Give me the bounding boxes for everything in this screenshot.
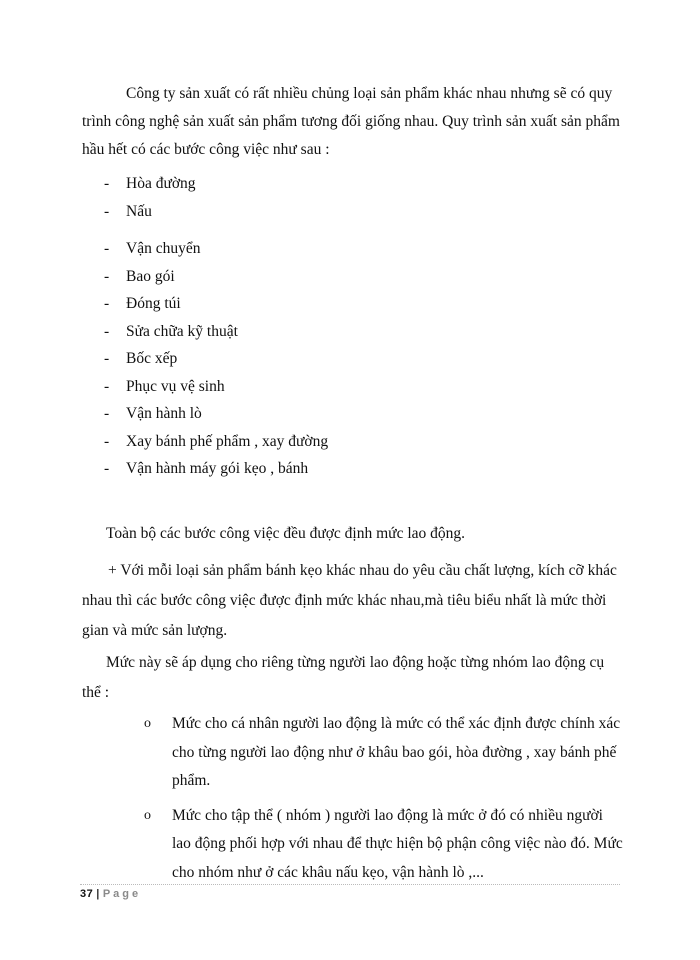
- list-item: - Hòa đường: [104, 170, 328, 198]
- list-item: - Vận hành lò: [104, 400, 328, 428]
- list-item: - Vận hành máy gói kẹo , bánh: [104, 455, 328, 483]
- intro-paragraph: Công ty sản xuất có rất nhiều chủng loại sản phẩm khác nhau nhưng sẽ có quy trình công nghệ sản xuất sản phẩm tương đối giống nhau. Quy trình sản xuất sản phẩm hầu hết có các bước công việc như sau :: [82, 85, 620, 158]
- list-item: - Đóng túi: [104, 290, 328, 318]
- bullet-dash: -: [104, 377, 110, 395]
- list-item: - Bao gói: [104, 263, 328, 291]
- bullet-dash: -: [104, 460, 110, 477]
- list-item: - Nấu: [104, 198, 328, 226]
- production-steps-list: [104, 170, 328, 483]
- bullet-dash: -: [104, 350, 110, 367]
- bullet-dash: -: [104, 295, 110, 312]
- circle-bullet-icon: o: [144, 716, 151, 731]
- list-item: o Mức cho cá nhân người lao động là mức có thể xác định được chính xác cho từng người lao động như ở khâu bao gói, hòa đường , xay bánh phế phẩm.: [144, 710, 624, 796]
- footer-separator: |: [96, 888, 100, 900]
- circle-bullet-icon: o: [144, 807, 151, 823]
- page-footer: [80, 888, 141, 900]
- summary-paragraph: Toàn bộ các bước công việc đều được định mức lao động.: [106, 525, 466, 542]
- list-item: - Sửa chữa kỹ thuật: [104, 318, 328, 346]
- bullet-dash: -: [104, 267, 110, 285]
- bullet-dash: -: [104, 432, 110, 450]
- bullet-dash: -: [104, 175, 110, 192]
- list-item: - Bốc xếp: [104, 345, 328, 373]
- page-number: 37: [80, 888, 94, 900]
- footer-divider: [80, 884, 620, 885]
- page-label: Page: [102, 888, 142, 900]
- bullet-dash: -: [104, 322, 110, 340]
- norm-paragraph: + Với mỗi loại sản phẩm bánh kẹo khác nhau do yêu cầu chất lượng, kích cỡ khác nhau thì các bước công việc được định mức khác nhau,mà tiêu biểu nhất là mức thời gian và mức sản lượng.: [82, 562, 617, 639]
- list-item: - Phục vụ vệ sinh: [104, 373, 328, 401]
- norm-levels-list: [144, 710, 624, 893]
- bullet-dash: -: [104, 202, 110, 220]
- list-item: o Mức cho tập thể ( nhóm ) người lao động là mức ở đó có nhiều người lao động phối hợp với nhau để thực hiện bộ phận công việc nào đó. Mức cho nhóm như ở các khâu nấu kẹo, vận hành lò ,...: [144, 802, 624, 888]
- list-item: - Vận chuyển: [104, 235, 328, 263]
- bullet-dash: -: [104, 240, 110, 257]
- bullet-dash: -: [104, 405, 110, 422]
- application-paragraph: Mức này sẽ áp dụng cho riêng từng người lao động hoặc từng nhóm lao động cụ thể :: [82, 654, 605, 701]
- list-item: - Xay bánh phế phẩm , xay đường: [104, 428, 328, 456]
